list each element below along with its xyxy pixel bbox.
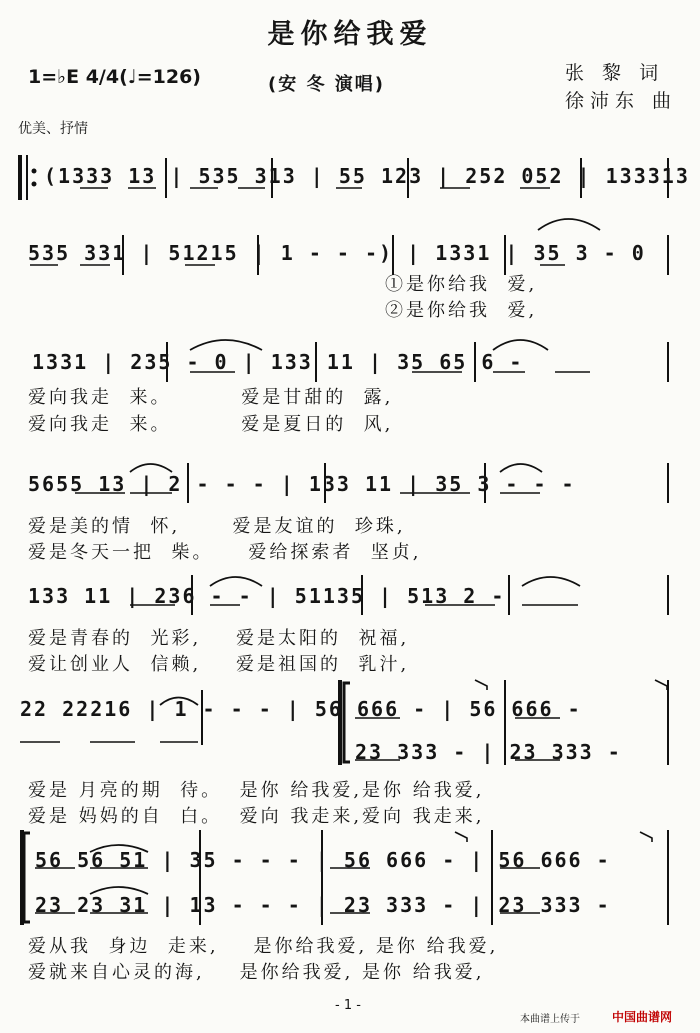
- song-title: 是你给我爱: [267, 19, 433, 50]
- notation-row-2: 535 331 | 51215 | 1 - - -) | 1331 | 35 3 - 0: [28, 241, 646, 265]
- notation-row-4: 5655 13 | 2 - - - | 133 11 | 35 3 - - -: [28, 472, 576, 496]
- notation-row-7-lower: 23 23 31 | 13 - - - | 23 333 - | 23 333 -: [35, 893, 611, 917]
- lyric-row-7-verse-2: 爱就来自心灵的海, 是你给我爱, 是你 给我爱,: [28, 962, 485, 983]
- lyric-row-2-verse-1: ①是你给我 爱,: [385, 274, 538, 295]
- lyricist-credit: 张 黎 词: [565, 62, 665, 84]
- composer-credit: 徐沛东 曲: [565, 90, 678, 112]
- lyric-row-7-verse-1: 爱从我 身边 走来, 是你给我爱, 是你 给我爱,: [28, 936, 499, 957]
- notation-row-6-lower: 23 333 - | 23 333 -: [355, 740, 622, 764]
- lyric-row-3-verse-1: 爱向我走 来。 爱是甘甜的 露,: [28, 387, 394, 408]
- notation-row-1: (1333 13 | 535 313 | 55 123 | 252 052 | 133313: [44, 164, 690, 188]
- notation-row-7-upper: 56 56 51 | 35 - - - | 56 666 - | 56 666 -: [35, 848, 611, 872]
- lyric-row-5-verse-1: 爱是青春的 光彩, 爱是太阳的 祝福,: [28, 628, 410, 649]
- notation-row-3: 1331 | 235 - 0 | 133 11 | 35 65 6 -: [32, 350, 524, 374]
- notation-row-5: 133 11 | 236 - - | 51135 | 513 2 -: [28, 584, 506, 608]
- upload-note: 本曲谱上传于: [520, 1014, 580, 1025]
- lyric-row-6-verse-2: 爱是 妈妈的自 白。 爱向 我走来,爱向 我走来,: [28, 806, 485, 827]
- performer-line: (安 冬 演唱): [268, 74, 385, 95]
- page-number: - 1 -: [335, 998, 361, 1013]
- lyric-row-4-verse-2: 爱是冬天一把 柴。 爱给探索者 坚贞,: [28, 542, 422, 563]
- lyric-row-2-verse-2: ②是你给我 爱,: [385, 300, 538, 321]
- lyric-row-6-verse-1: 爱是 月亮的期 待。 是你 给我爱,是你 给我爱,: [28, 780, 485, 801]
- notation-row-6-upper: 22 22216 | 1 - - - | 56 666 - | 56 666 -: [20, 697, 582, 721]
- key-tempo-line: 1=♭E 4/4(♩=126): [28, 66, 201, 88]
- site-logo[interactable]: 中国曲谱网: [612, 1010, 673, 1024]
- lyric-row-4-verse-1: 爱是美的情 怀, 爱是友谊的 珍珠,: [28, 516, 406, 537]
- lyric-row-5-verse-2: 爱让创业人 信赖, 爱是祖国的 乳汁,: [28, 654, 410, 675]
- lyric-row-3-verse-2: 爱向我走 来。 爱是夏日的 风,: [28, 414, 394, 435]
- expression-marking: 优美、抒情: [18, 121, 88, 137]
